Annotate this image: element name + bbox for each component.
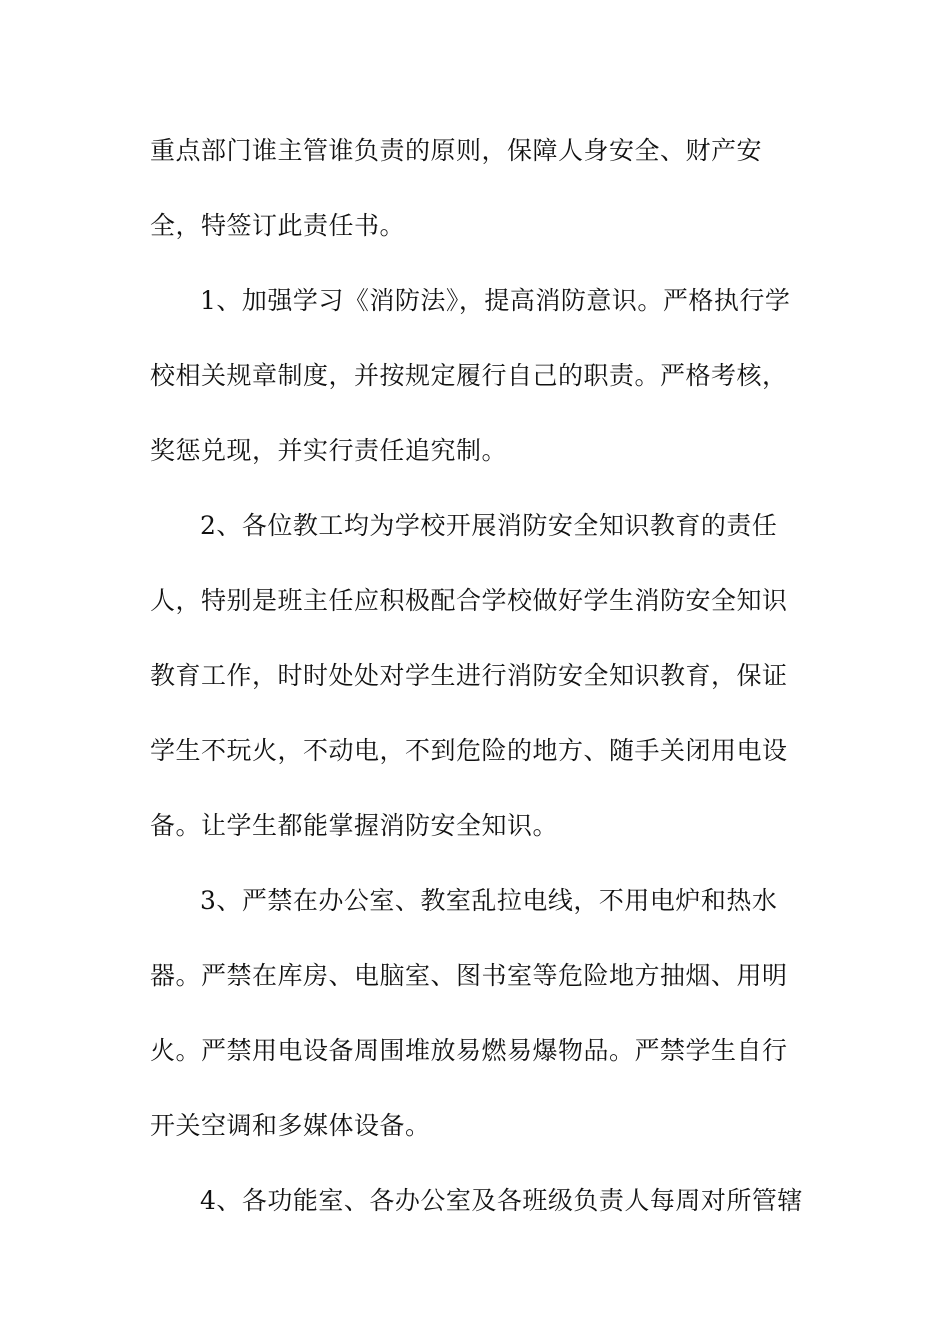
paragraph-4-first-line: 4、各功能室、各办公室及各班级负责人每周对所管辖: [200, 1186, 803, 1215]
text-line: 开关空调和多媒体设备。: [150, 1111, 431, 1140]
text-line: 全，特签订此责任书。: [150, 211, 406, 240]
text-line: 器。严禁在库房、电脑室、图书室等危险地方抽烟、用明: [150, 961, 788, 990]
text-line: 重点部门谁主管谁负责的原则，保障人身安全、财产安: [150, 136, 763, 165]
text-line: 备。让学生都能掌握消防安全知识。: [150, 811, 559, 840]
paragraph-2-first-line: 2、各位教工均为学校开展消防安全知识教育的责任: [200, 511, 778, 540]
text-line: 教育工作，时时处处对学生进行消防安全知识教育，保证: [150, 661, 788, 690]
text-line: 火。严禁用电设备周围堆放易燃易爆物品。严禁学生自行: [150, 1036, 788, 1065]
text-line: 校相关规章制度，并按规定履行自己的职责。严格考核，: [150, 361, 788, 390]
text-line: 学生不玩火，不动电，不到危险的地方、随手关闭用电设: [150, 736, 788, 765]
paragraph-3-first-line: 3、严禁在办公室、教室乱拉电线，不用电炉和热水: [200, 886, 778, 915]
paragraph-1-first-line: 1、加强学习《消防法》，提高消防意识。严格执行学: [200, 286, 791, 315]
text-line: 奖惩兑现，并实行责任追究制。: [150, 436, 508, 465]
text-line: 人，特别是班主任应积极配合学校做好学生消防安全知识: [150, 586, 788, 615]
